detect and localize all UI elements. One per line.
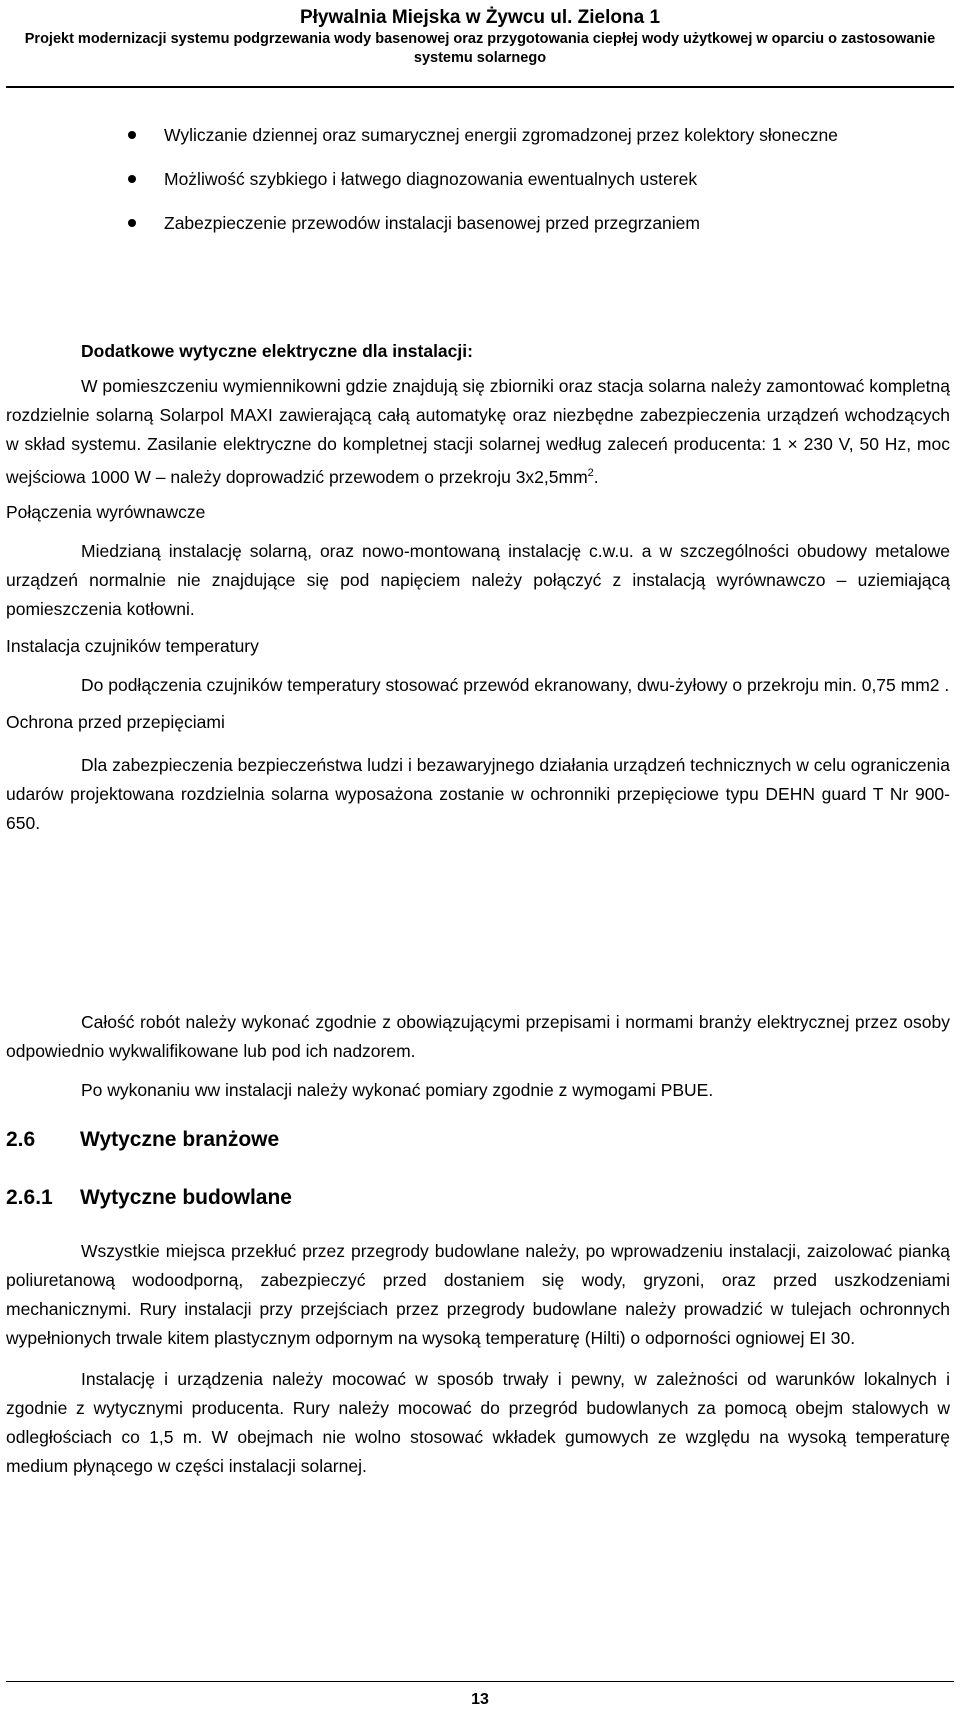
sensors-paragraph: Do podłączenia czujników temperatury stosować przewód ekranowany, dwu-żyłowy o przekroju min. 0,75 mm2 .	[81, 674, 950, 695]
sensors-heading: Instalacja czujników temperatury	[6, 635, 259, 656]
closing-paragraph-2: Po wykonaniu ww instalacji należy wykonać pomiary zgodnie z wymogami PBUE.	[81, 1080, 714, 1100]
page-header	[0, 6, 960, 68]
section-2-6-1-body	[6, 1237, 950, 1481]
page-footer	[0, 1691, 960, 1709]
header-subtitle-line2: systemu solarnego	[413, 50, 547, 66]
section-title: Wytyczne branżowe	[80, 1128, 280, 1151]
list-item: Zabezpieczenie przewodów instalacji basenowej przed przegrzaniem	[6, 208, 950, 238]
header-title: Pływalnia Miejska w Żywcu ul. Zielona 1	[299, 7, 661, 28]
electrical-heading: Dodatkowe wytyczne elektryczne dla instalacji:	[81, 341, 473, 361]
electrical-paragraph-text: W pomieszczeniu wymiennikowni gdzie znajdują się zbiorniki oraz stacja solarna należy zamontować kompletną rozdzielnie solarną Solarpol MAXI zawierającą całą automatykę oraz niezbędne zabezpieczenia urządzeń wchodzących w skład systemu. Zasilanie elektryczne do kompletnej stacji solarnej według zaleceń producenta: 1 × 230 V, 50 Hz, moc wejściowa 1000 W – należy doprowadzić przewodem o przekroju 3x2,5mm	[6, 376, 950, 487]
electrical-guidelines	[6, 337, 950, 838]
equipotential-paragraph: Miedzianą instalację solarną, oraz nowo-montowaną instalację c.w.u. a w szczególności obudowy metalowe urządzeń normalnie nie znajdujące się pod napięciem należy połączyć z instalacją wyrównawczo – uziemiającą pomieszczenia kotłowni.	[6, 540, 950, 619]
list-item: Wyliczanie dziennej oraz sumarycznej energii zgromadzonej przez kolektory słoneczne	[6, 120, 950, 150]
superscript: 2	[587, 467, 594, 479]
header-subtitle-line1: Projekt modernizacji systemu podgrzewania wody basenowej oraz przygotowania ciepłej wody użytkowej w oparciu o zastosowanie	[24, 31, 936, 47]
building-paragraph-1: Wszystkie miejsca przekłuć przez przegrody budowlane należy, po wprowadzeniu instalacji, zaizolować pianką poliuretanową wodoodporną, zabezpieczyć przed dostaniem się wody, gryzoni, oraz przed uszkodzeniami mechanicznymi. Rury instalacji przy przejściach przez przegrody budowlane należy prowadzić w tulejach ochronnych wypełnionych trwale kitem plastycznym odpornym na wysoką temperaturę (Hilti) o odporności ogniowej EI 30.	[6, 1241, 950, 1348]
building-paragraph-2: Instalację i urządzenia należy mocować w sposób trwały i pewny, w zależności od warunków lokalnych i zgodnie z wytycznymi producenta. Rury należy mocować do przegród budowlanych za pomocą obejm stalowych w odległościach co 1,5 m. W obejmach nie wolno stosować wkładek gumowych ze względu na wysoką temperaturę medium płynącego w części instalacji solarnej.	[6, 1369, 950, 1476]
electrical-paragraph	[6, 372, 950, 492]
surge-paragraph: Dla zabezpieczenia bezpieczeństwa ludzi i bezawaryjnego działania urządzeń technicznych w celu ograniczenia udarów projektowana rozdzielnia solarna wyposażona zostanie w ochronniki przepięciowe typu DEHN guard T Nr 900-650.	[6, 754, 950, 833]
section-2-6-1-heading	[6, 1184, 950, 1212]
equipotential-heading: Połączenia wyrównawcze	[6, 501, 206, 522]
footer-divider	[6, 1681, 954, 1682]
header-divider	[6, 86, 954, 88]
page-number: 13	[471, 1691, 489, 1708]
feature-bullet-list	[6, 120, 950, 252]
surge-heading: Ochrona przed przepięciami	[6, 711, 225, 732]
list-item: Możliwość szybkiego i łatwego diagnozowania ewentualnych usterek	[6, 164, 950, 194]
section-2-6-heading	[6, 1126, 950, 1154]
section-title: Wytyczne budowlane	[80, 1186, 292, 1209]
section-number: 2.6	[6, 1128, 36, 1151]
closing-paragraph-1: Całość robót należy wykonać zgodnie z obowiązującymi przepisami i normami branży elektrycznej przez osoby odpowiednio wykwalifikowane lub pod ich nadzorem.	[6, 1012, 950, 1061]
closing-notes	[6, 1008, 950, 1105]
electrical-paragraph-end: .	[593, 466, 599, 487]
section-number: 2.6.1	[6, 1186, 53, 1209]
